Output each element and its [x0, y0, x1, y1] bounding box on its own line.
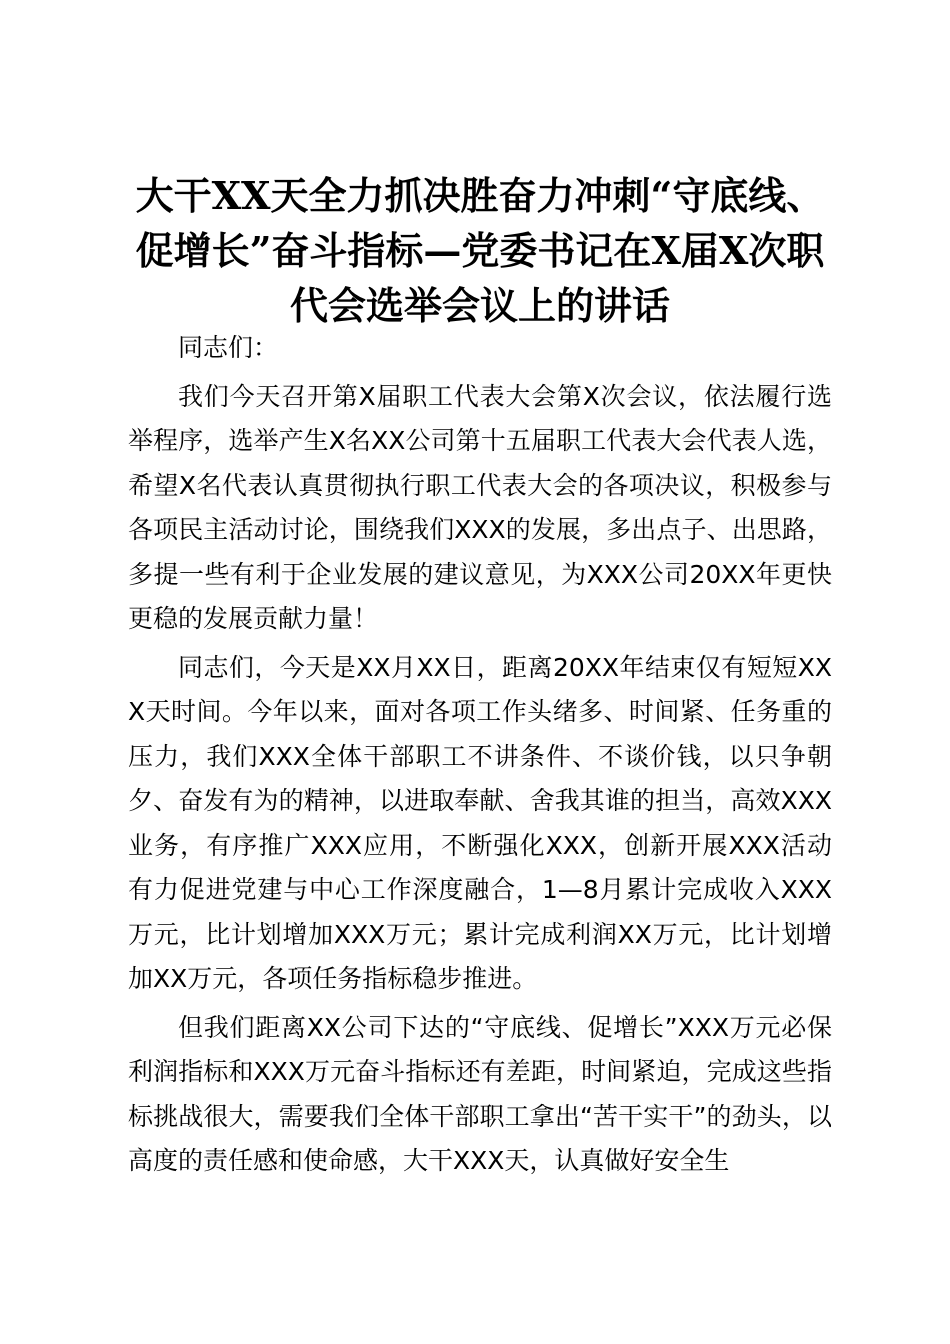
- paragraph-2: 同志们，今天是XX月XX日，距离20XX年结束仅有短短XXX天时间。今年以来，面对各项工作头绪多、时间紧、任务重的压力，我们XXX全体干部职工不讲条件、不谈价钱，以只争朝夕、奋发有为的精神，以进取奉献、舍我其谁的担当，高效XXX业务，有序推广XXX应用，不断强化XXX，创新开展XXX活动有力促进党建与中心工作深度融合，1—8月累计完成收入XXX万元，比计划增加XXX万元；累计完成利润XX万元，比计划增加XX万元，各项任务指标稳步推进。: [128, 652, 832, 993]
- document-body: [128, 326, 832, 1188]
- paragraph-1: 我们今天召开第X届职工代表大会第X次会议，依法履行选举程序，选举产生X名XX公司第十五届职工代表大会代表人选，希望X名代表认真贯彻执行职工代表大会的各项决议，积极参与各项民主活动讨论，围绕我们XXX的发展，多出点子、出思路，多提一些有利于企业发展的建议意见，为XXX公司20XX年更快更稳的发展贡献力量！: [128, 381, 832, 633]
- salutation: 同志们：: [178, 333, 279, 362]
- paragraph-3: 但我们距离XX公司下达的“守底线、促增长”XXX万元必保利润指标和XXX万元奋斗指标还有差距，时间紧迫，完成这些指标挑战很大，需要我们全体干部职工拿出“苦干实干”的劲头，以高度的责任感和使命感，大干XXX天，认真做好安全生: [128, 1012, 832, 1175]
- document-title: 大干XX天全力抓决胜奋力冲刺“守底线、促增长”奋斗指标—党委书记在X届X次职代会选举会议上的讲话: [135, 173, 825, 328]
